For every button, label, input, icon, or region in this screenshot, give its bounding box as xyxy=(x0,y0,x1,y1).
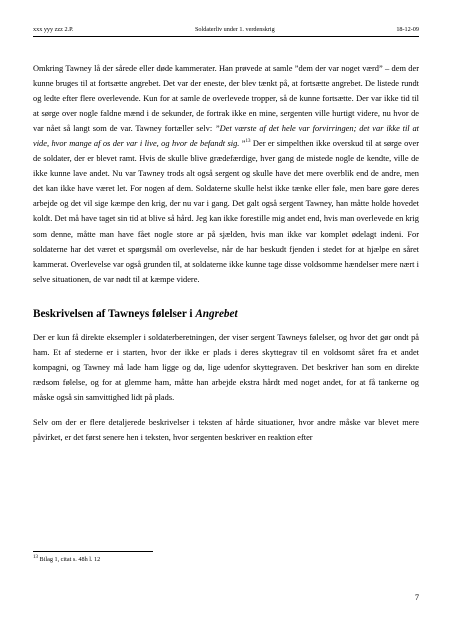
paragraph-1-text-b: Der er simpelthen ikke overskud til at sørge over de soldater, der er blevet ramt. Hvis de skulle blive grædefærdige, hver gang de mistede nogle de kendte, ville de ikke kunne lave andet. Nu var Tawney trods alt også sergent og skulle have det mere overblik end de andre, men det kan ikke have været let. For nogen af dem. Soldaterne skulle helst ikke tænke eller føle, men bare gøre deres arbejde og det vil sige kæmpe den krig, der nu var i gang. Det galt også sergent Tawney, han måtte holde hovedet koldt. Det må have taget sin tid at blive så hård. Jeg kan ikke forestille mig andet end, hvis man overlevede en krig som denne, måtte man have fået nogle store ar på sjælden, hvis man ikke var komplet ødelagt indeni. For soldaterne har det været et spørgsmål om overlevelse, når de har beskudt fjenden i stedet for at hjælpe en såret kammerat. Overlevelse var også grunden til, at soldaterne ikke kunne tage disse voldsomme hændelser mere nært i selve situationen, de var nødt til at kæmpe videre. xyxy=(33,139,420,284)
page-body xyxy=(33,61,419,445)
footnote-rule xyxy=(33,551,153,552)
section-heading-text: Beskrivelsen af Tawneys følelser i xyxy=(33,307,196,320)
footnote xyxy=(33,556,419,564)
paragraph-3: Selv om der er flere detaljerede beskrivelser i teksten af hårde situationer, hvor andre måske var blevet mere påvirket, er det først senere hen i teksten, hvor sergenten beskriver en reaktion efter xyxy=(33,417,419,442)
quote-close: ” xyxy=(239,139,246,149)
header-left: xxx yyy zzz 2.P. xyxy=(33,26,74,33)
paragraph-1-text-a: Omkring Tawney lå der sårede eller døde kammerater. Han prøvede at samle ”dem der var noget værd” – dem der kunne bruges til at fortsætte angrebet. Det var der eneste, der blev tænkt på, at fortsætte angrebet. De listede rundt og ledte efter flere overlevende. Kun for at samle de overlevede tropper, så de kunne fortsætte. Der var ikke tid til at sørge over nogle faldne mænd i de sekunder, de fortrak ikke en mine, sergenten ville hurtigt videre, nu hvor de var nået så langt som de var. Tawney fortæller selv: xyxy=(33,64,419,134)
header-rule xyxy=(33,36,419,37)
footnote-number: 13 xyxy=(33,554,38,560)
section-heading xyxy=(33,307,419,321)
footnote-text: Bilag 1, citat s. 48h l. 12 xyxy=(38,556,101,563)
section-heading-title: Angrebet xyxy=(195,307,238,320)
paragraph-1 xyxy=(33,61,419,287)
tawney-quote: ”Det værste af det hele var forvirringen; det var ikke til at vide, hvor mange af os der var i live, og hvor de befandt sig. xyxy=(33,124,420,149)
page-number: 7 xyxy=(414,593,419,602)
paragraph-2: Der er kun få direkte eksempler i soldaterberetningen, der viser sergent Tawneys følelser, og hvor det gør ondt på ham. Et af stederne er i starten, hvor der ikke er plads i deres skyttegrav til en voldsomt såret fra et andet kompagni, og Tawney må lade ham ligge og dø, lige udenfor skyttegraven. Det beskriver han som en direkte rædsom følelse, og for at glemme ham, måtte han arbejde ekstra hårdt med noget andet, for at få tankerne og måske også sin samvittighed lidt på plads. xyxy=(33,332,419,402)
header-title: Soldaterliv under 1. verdenskrig xyxy=(194,26,275,33)
page-header xyxy=(33,26,419,34)
header-date: 18-12-09 xyxy=(396,26,419,33)
footnote-reference[interactable]: 13 xyxy=(245,139,251,145)
